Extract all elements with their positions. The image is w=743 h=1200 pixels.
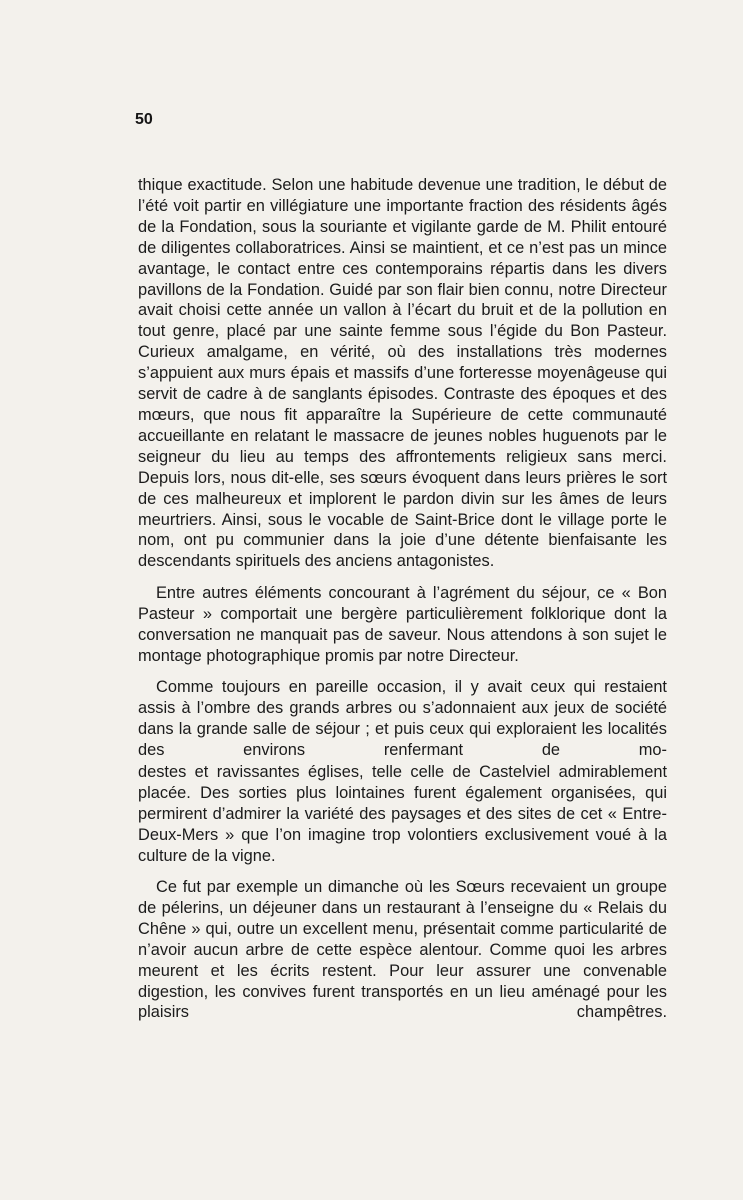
body-text [138, 175, 667, 1023]
page-number: 50 [135, 111, 153, 128]
paragraph-1: thique exactitude. Selon une habitude devenue une tradition, le début de l’été voit partir en villégiature une importante fraction des résidents âgés de la Fondation, sous la souriante et vigilante garde de M. Philit entouré de diligentes collaboratrices. Ainsi se maintient, et ce n’est pas un mince avantage, le contact entre ces contemporains répartis dans les divers pavillons de la Fondation. Guidé par son flair bien connu, notre Directeur avait choisi cette année un vallon à l’écart du bruit et de la pollution en tout genre, placé par une sainte femme sous l’égide du Bon Pasteur. Curieux amalgame, en vérité, où des installations très modernes s’appuient aux murs épais et massifs d’une forteresse moyenâgeuse qui servit de cadre à de sanglants épisodes. Contraste des époques et des mœurs, que nous fit apparaître la Supérieure de cette communauté accueillante en relatant le massacre de jeunes nobles huguenots par le seigneur du lieu au temps des affrontements religieux sans merci. Depuis lors, nous dit-elle, ses sœurs évoquent dans leurs prières le sort de ces malheureux et implorent le pardon divin sur les âmes de leurs meurtriers. Ainsi, sous le vocable de Saint-Brice dont le village porte le nom, ont pu communier dans la joie d’une détente bienfaisante les descendants spirituels des anciens antagonistes. [138, 176, 667, 571]
paragraph-4: Ce fut par exemple un dimanche où les Sœurs recevaient un groupe de pélerins, un déjeuner dans un restaurant à l’enseigne du « Relais du Chêne » qui, outre un excellent menu, présentait comme particularité de n’avoir aucun arbre de cette espèce alentour. Comme quoi les arbres meurent et les écrits restent. Pour leur assurer une convenable digestion, les convives furent transportés en un lieu aménagé pour les plaisirs champêtres. [138, 878, 667, 1022]
paragraph-2: Entre autres éléments concourant à l’agrément du séjour, ce « Bon Pasteur » comportait une bergère particulièrement folklorique dont la conversation ne manquait pas de saveur. Nous attendons à son sujet le montage photographique promis par notre Directeur. [138, 584, 667, 665]
paragraph-3: Comme toujours en pareille occasion, il y avait ceux qui restaient assis à l’ombre des grands arbres ou s’adonnaient aux jeux de société dans la grande salle de séjour ; et puis ceux qui exploraient les localités des environs renfermant de mo- [138, 677, 667, 759]
paragraph-3-continued: destes et ravissantes églises, telle celle de Castelviel admirablement placée. Des sorties plus lointaines furent également organisées, qui permirent d’admirer la variété des paysages et des sites de cet « Entre-Deux-Mers » que l’on imagine trop volontiers exclusivement voué à la culture de la vigne. [138, 763, 667, 866]
